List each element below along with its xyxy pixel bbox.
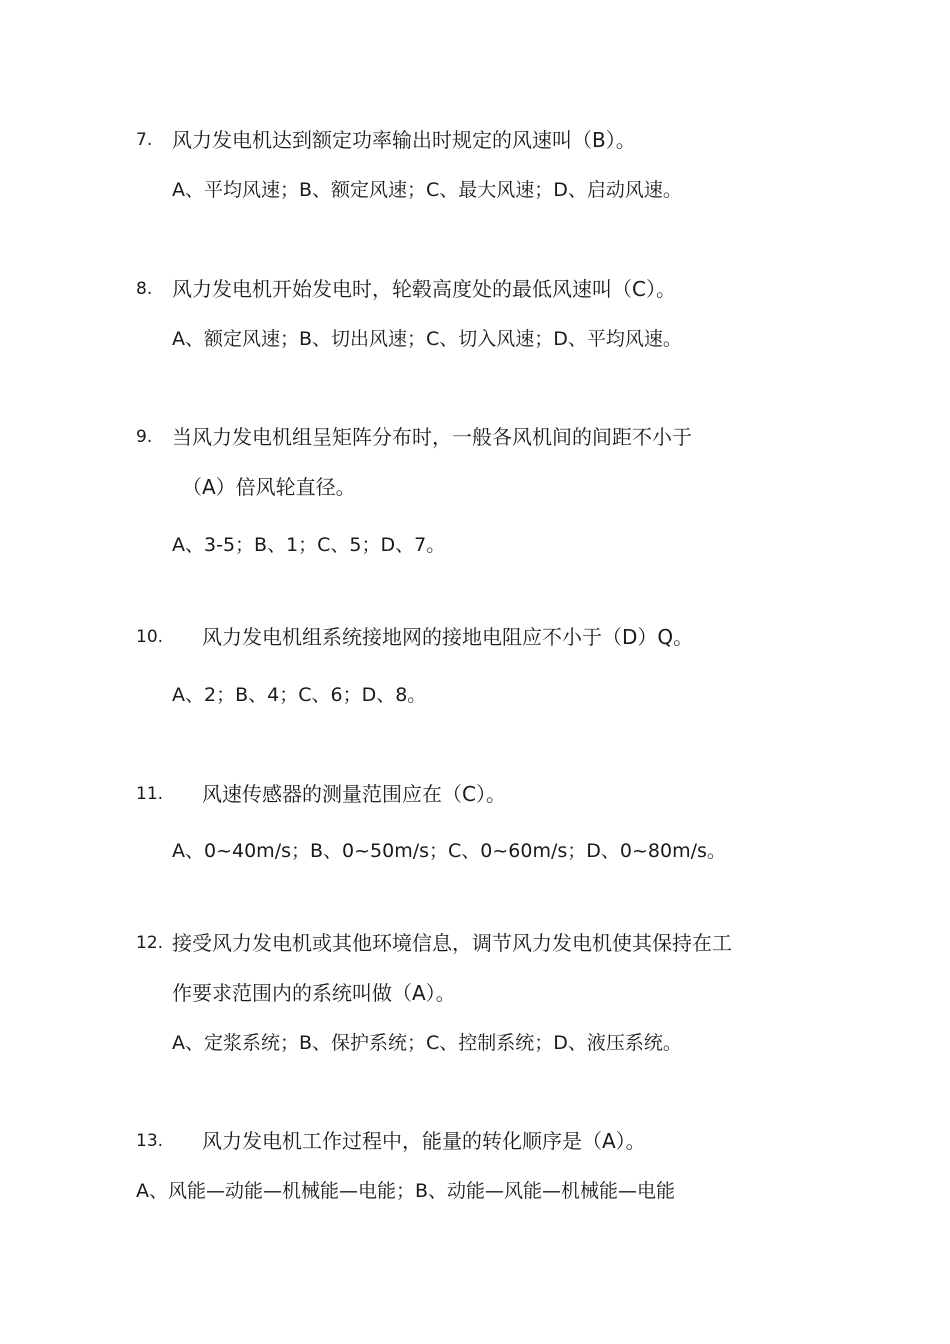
question-options: A、平均风速；B、额定风速；C、最大风速；D、启动风速。 (172, 179, 682, 201)
question-number: 9. (136, 427, 153, 447)
question-number: 8. (136, 279, 153, 299)
question-number: 7. (136, 130, 153, 150)
question-text: 风速传感器的测量范围应在（C）。 (202, 782, 506, 806)
question-options: A、2；B、4；C、6；D、8。 (172, 684, 427, 706)
question-text: 接受风力发电机或其他环境信息，调节风力发电机使其保持在工 (172, 931, 732, 955)
question-options: A、0~40m/s；B、0~50m/s；C、0~60m/s；D、0~80m/s。 (172, 840, 726, 862)
question-text: 当风力发电机组呈矩阵分布时，一般各风机间的间距不小于 (172, 425, 692, 449)
question-number: 12. (136, 933, 164, 953)
question-text: 风力发电机开始发电时，轮毂高度处的最低风速叫（C）。 (172, 277, 676, 301)
question-text: 风力发电机工作过程中，能量的转化顺序是（A）。 (202, 1129, 646, 1153)
question-number: 13. (136, 1131, 164, 1151)
question-options: A、3-5；B、1；C、5；D、7。 (172, 534, 446, 556)
question-text-continued: 作要求范围内的系统叫做（A）。 (172, 981, 456, 1005)
question-text-continued: （A）倍风轮直径。 (182, 475, 356, 499)
question-text: 风力发电机组系统接地网的接地电阻应不小于（D）Q。 (202, 625, 694, 649)
question-options: A、额定风速；B、切出风速；C、切入风速；D、平均风速。 (172, 328, 682, 350)
question-options: A、风能—动能—机械能—电能；B、动能—风能—机械能—电能 (136, 1180, 676, 1202)
question-number: 10. (136, 627, 164, 647)
question-text: 风力发电机达到额定功率输出时规定的风速叫（B）。 (172, 128, 636, 152)
question-number: 11. (136, 784, 164, 804)
question-options: A、定浆系统；B、保护系统；C、控制系统；D、液压系统。 (172, 1032, 682, 1054)
